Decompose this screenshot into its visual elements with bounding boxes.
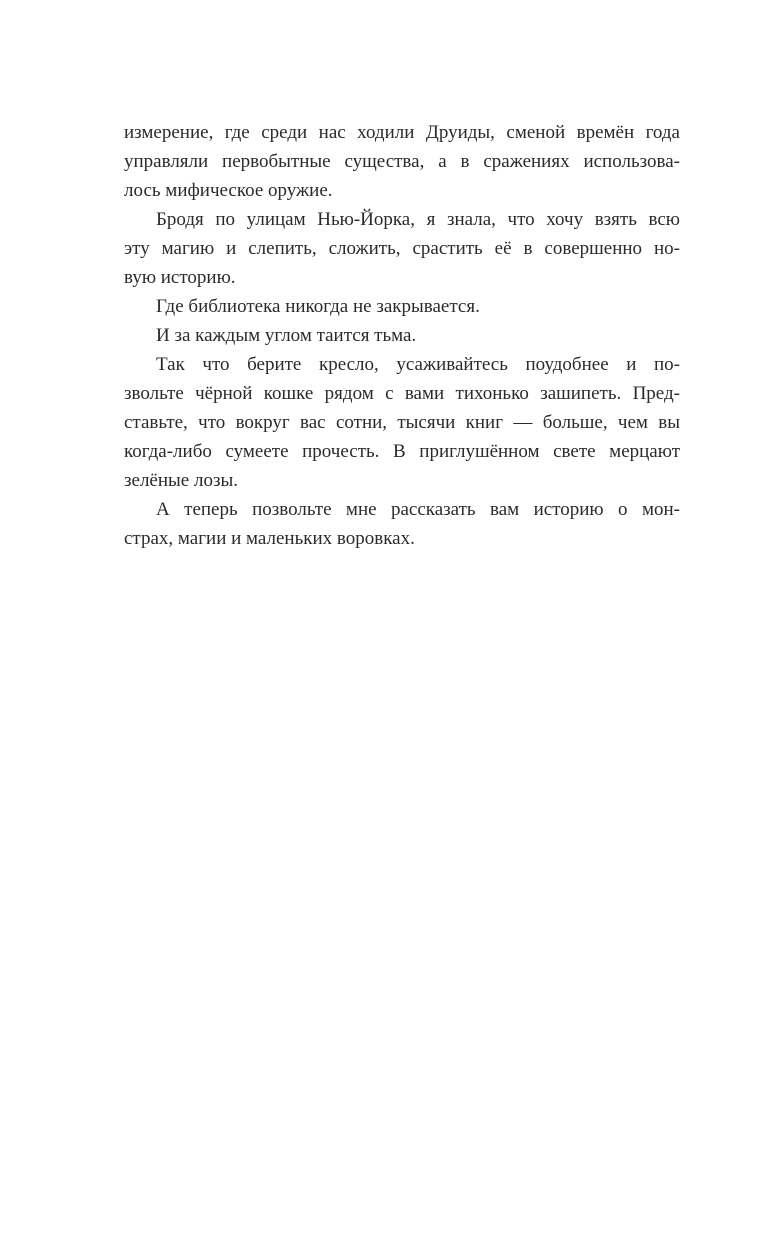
text-line: лось мифическое оружие. <box>124 180 333 201</box>
text-line: ставьте, что вокруг вас сотни, тысячи книг — больше, чем вы <box>124 412 680 433</box>
paragraph <box>124 350 680 495</box>
text-line: страх, магии и маленьких воровках. <box>124 528 415 549</box>
text-line: А теперь позвольте мне рассказать вам историю о мон- <box>156 499 680 520</box>
paragraph <box>124 292 680 321</box>
text-line: измерение, где среди нас ходили Друиды, сменой времён года <box>124 122 680 143</box>
text-line: эту магию и слепить, сложить, срастить её в совершенно но- <box>124 238 680 259</box>
paragraph <box>124 321 680 350</box>
text-line: управляли первобытные существа, а в сражениях использова- <box>124 151 680 172</box>
text-line: вую историю. <box>124 267 236 288</box>
text-line: Бродя по улицам Нью-Йорка, я знала, что хочу взять всю <box>156 209 680 230</box>
text-line: зелёные лозы. <box>124 470 238 491</box>
text-line: Так что берите кресло, усаживайтесь поудобнее и по- <box>156 354 680 375</box>
paragraph <box>124 118 680 205</box>
paragraph <box>124 205 680 292</box>
body-text <box>124 118 680 553</box>
text-line: когда-либо сумеете прочесть. В приглушённом свете мерцают <box>124 441 680 462</box>
text-line: И за каждым углом таится тьма. <box>156 325 417 346</box>
text-line: звольте чёрной кошке рядом с вами тихонько зашипеть. Пред- <box>124 383 680 404</box>
text-line: Где библиотека никогда не закрывается. <box>156 296 480 317</box>
paragraph <box>124 495 680 553</box>
